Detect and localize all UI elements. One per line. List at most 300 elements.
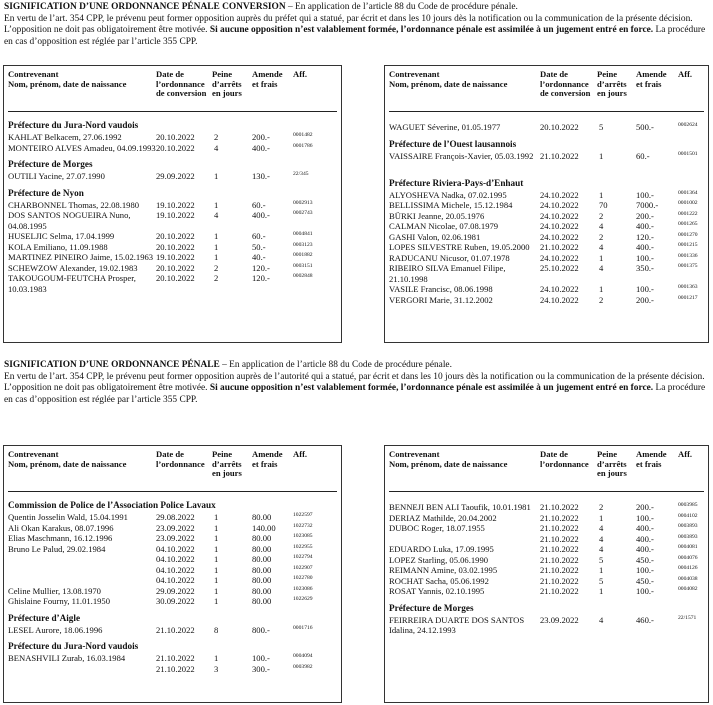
date-cell: 20.10.2022 <box>156 262 195 273</box>
fine-cell: 400.- <box>636 242 654 252</box>
aff-cell: 1023086 <box>293 585 313 592</box>
aff-cell: 22/1571 <box>678 614 697 621</box>
fine-cell: 100.- <box>636 565 654 575</box>
section2-para-a: En vertu de l’art. 354 CPP, le prévenu peut former opposition auprès de l’autorité qui a statué, par écrit et dans les 10 jours dès la notification ou la communication de la présente décision. L’opposition ne doit pas obligatoirement être motivée. <box>4 371 705 393</box>
table-row <box>4 512 341 523</box>
contrevenant-cell: TAKOUGOUM-FEUTCHA Prosper, 10.03.1983 <box>8 273 136 294</box>
date-cell: 04.10.2022 <box>156 543 195 554</box>
contrevenant-cell: DERIAZ Mathilde, 20.04.2002 <box>389 512 497 523</box>
col-header-days: Peine d’arrêts en jours <box>212 449 242 479</box>
table-row <box>4 664 341 675</box>
aff-cell: 0002848 <box>293 273 313 279</box>
date-cell: 21.10.2022 <box>540 502 579 512</box>
fine-cell: 80.00 <box>252 585 272 596</box>
fine-cell: 80.00 <box>252 533 272 543</box>
fine-cell: 60.- <box>636 150 650 161</box>
col-header-name-label: Nom, prénom, date de naissance <box>389 78 508 89</box>
group-heading: Préfecture de l’Ouest lausannois <box>389 138 517 149</box>
aff-cell: 0001786 <box>293 142 313 149</box>
contrevenant-cell: BELLISSIMA Michele, 15.12.1984 <box>389 200 513 210</box>
section1-para-a: En vertu de l’art. 354 CPP, le prévenu peut former opposition auprès du préfet qui a statué, par écrit et dans les 10 jours dès la notification ou la communication de la présente décision. L’opposition ne doit pas obligatoirement être motivée. <box>4 13 693 35</box>
header-rule <box>389 491 704 492</box>
days-cell: 1 <box>599 150 604 161</box>
days-cell: 2 <box>599 231 604 242</box>
days-cell: 5 <box>599 554 604 565</box>
aff-cell: 0004102 <box>678 512 698 519</box>
aff-cell: 0003151 <box>293 262 313 269</box>
aff-cell: 0003123 <box>293 241 313 248</box>
fine-cell: 80.00 <box>252 596 272 606</box>
table-row <box>4 625 341 636</box>
group-heading: Préfecture de Morges <box>8 159 93 169</box>
date-cell: 21.10.2022 <box>540 586 579 596</box>
table-row <box>4 596 341 607</box>
table-row <box>385 544 708 555</box>
aff-cell: 22/345 <box>293 171 309 177</box>
days-cell: 4 <box>599 263 604 273</box>
fine-cell: 200.- <box>636 502 654 512</box>
section1-title: SIGNIFICATION D’UNE ORDONNANCE PÉNALE CONVERSION <box>4 2 286 12</box>
col-header-contrevenant-label: Contrevenant <box>8 449 59 459</box>
table-row <box>385 586 708 597</box>
section2-header <box>4 360 710 406</box>
fine-cell: 80.00 <box>252 512 272 522</box>
fine-cell: 40.- <box>252 252 266 262</box>
contrevenant-cell: ALYOSHEVA Nadka, 07.02.1995 <box>389 189 507 200</box>
aff-cell: 1022629 <box>293 596 313 602</box>
date-cell: 24.10.2022 <box>540 231 579 242</box>
date-cell: 29.09.2022 <box>156 171 195 181</box>
date-cell: 20.10.2022 <box>156 132 195 142</box>
days-cell: 1 <box>214 564 219 575</box>
col-header-name-label: Nom, prénom, date de naissance <box>8 78 127 89</box>
date-cell: 24.10.2022 <box>540 284 579 294</box>
fine-cell: 100.- <box>636 252 654 263</box>
contrevenant-cell: BÜRKI Jeanne, 20.05.1976 <box>389 210 485 221</box>
fine-cell: 200.- <box>252 132 270 142</box>
date-cell: 21.10.2022 <box>540 544 579 554</box>
aff-cell: 1022955 <box>293 543 313 550</box>
days-cell: 3 <box>214 663 219 674</box>
date-cell: 21.10.2022 <box>540 554 579 565</box>
section1-title-rest: – En application de l’article 88 du Code de procédure pénale. <box>285 2 518 12</box>
col-header-days: Peine d’arrêts en jours <box>597 449 627 479</box>
header-rule <box>8 491 337 492</box>
col-header-date: Date de l’ordonnance de conversion <box>540 69 591 99</box>
col-header-contrevenant <box>8 70 126 89</box>
contrevenant-cell: VASILE Francisc, 08.06.1998 <box>389 284 493 294</box>
fine-cell: 7000.- <box>636 200 659 210</box>
fine-cell: 60.- <box>252 199 266 210</box>
fine-cell: 100.- <box>636 189 654 200</box>
table-row <box>385 190 708 201</box>
table-row <box>385 513 708 524</box>
aff-cell: 0001364 <box>678 189 698 196</box>
fine-cell: 120.- <box>252 262 270 273</box>
aff-cell: 0003893 <box>678 523 698 529</box>
table-row <box>4 544 341 555</box>
date-cell: 30.09.2022 <box>156 596 195 606</box>
date-cell: 23.09.2022 <box>156 522 195 533</box>
date-cell: 29.08.2022 <box>156 512 195 522</box>
header-rule <box>8 111 337 112</box>
days-cell: 4 <box>599 221 604 231</box>
aff-cell: 0001336 <box>678 252 698 259</box>
aff-cell: 1022732 <box>293 522 313 529</box>
table-row <box>385 576 708 587</box>
contrevenant-cell: WAGUET Séverine, 01.05.1977 <box>389 122 501 132</box>
group-heading: Préfecture du Jura-Nord vaudois <box>8 120 139 130</box>
days-cell: 4 <box>599 614 604 625</box>
date-cell: 24.10.2022 <box>540 252 579 263</box>
days-cell: 4 <box>214 210 219 220</box>
days-cell: 70 <box>599 200 608 210</box>
table-row <box>4 575 341 586</box>
fine-cell: 400.- <box>636 544 654 554</box>
table-row <box>385 263 708 284</box>
aff-cell: 0004076 <box>678 554 698 561</box>
table-row <box>385 200 708 211</box>
aff-cell: 0001363 <box>678 284 698 290</box>
date-cell: 21.10.2022 <box>156 653 195 663</box>
days-cell: 1 <box>214 653 219 663</box>
table-row <box>385 565 708 576</box>
aff-cell: 0003985 <box>678 502 698 508</box>
table-row <box>4 523 341 534</box>
aff-cell: 0001222 <box>678 210 698 217</box>
table-row <box>385 232 708 243</box>
col-header-date: Date de l’ordonnance <box>156 449 205 469</box>
days-cell: 1 <box>214 231 219 241</box>
table-row <box>4 143 341 154</box>
contrevenant-cell: DOS SANTOS NOGUEIRA Nuno, 04.08.1995 <box>8 210 131 231</box>
fine-cell: 800.- <box>252 624 270 635</box>
fine-cell: 120.- <box>636 231 654 242</box>
aff-cell: 0002743 <box>293 210 313 216</box>
fine-cell: 60.- <box>252 231 266 241</box>
days-cell: 1 <box>214 543 219 554</box>
contrevenant-cell: RADUCANU Nicusor, 01.07.1978 <box>389 252 510 263</box>
contrevenant-cell: MONTEIRO ALVES Amadeu, 04.09.1993 <box>8 142 156 153</box>
days-cell: 8 <box>214 624 219 635</box>
table-row <box>385 615 708 636</box>
col-header-contrevenant <box>8 450 126 469</box>
table-row <box>385 502 708 513</box>
days-cell: 1 <box>214 596 219 606</box>
fine-cell: 100.- <box>252 653 270 663</box>
date-cell: 23.09.2022 <box>540 614 579 625</box>
col-header-days: Peine d’arrêts en jours <box>597 69 627 99</box>
contrevenant-cell: CALMAN Nicolae, 07.08.1979 <box>389 221 499 231</box>
aff-cell: 0001215 <box>678 242 698 248</box>
table-row <box>4 273 341 294</box>
aff-cell: 0004038 <box>678 575 698 582</box>
aff-cell: 1022907 <box>293 564 313 571</box>
days-cell: 2 <box>599 294 604 305</box>
date-cell: 04.10.2022 <box>156 554 195 564</box>
date-cell: 21.10.2022 <box>540 242 579 252</box>
fine-cell: 400.- <box>252 210 270 220</box>
aff-cell: 1023085 <box>293 533 313 539</box>
contrevenant-cell: FEIRREIRA DUARTE DOS SANTOS Idalina, 24.12.1993 <box>389 614 525 635</box>
col-header-aff: Aff. <box>293 449 308 459</box>
contrevenant-cell: GASHI Valon, 02.06.1981 <box>389 231 481 242</box>
contrevenant-cell: Quentin Josselin Wald, 15.04.1991 <box>8 512 128 522</box>
contrevenant-cell: Ali Okan Karakus, 08.07.1996 <box>8 522 114 533</box>
fine-cell: 50.- <box>252 241 266 252</box>
days-cell: 5 <box>599 122 604 132</box>
days-cell: 1 <box>214 252 219 262</box>
days-cell: 5 <box>599 575 604 586</box>
col-header-name-label: Nom, prénom, date de naissance <box>8 458 127 469</box>
section1-left-table <box>3 65 342 343</box>
date-cell: 21.10.2022 <box>540 512 579 523</box>
contrevenant-cell: LOPEZ Starling, 05.06.1990 <box>389 554 489 565</box>
contrevenant-cell: Celine Mullier, 13.08.1970 <box>8 585 101 596</box>
contrevenant-cell: KOLA Emiliano, 11.09.1988 <box>8 241 108 252</box>
contrevenant-cell: VERGORI Marie, 31.12.2002 <box>389 294 493 305</box>
date-cell: 19.10.2022 <box>156 210 195 220</box>
table-row <box>4 132 341 143</box>
fine-cell: 80.00 <box>252 554 272 564</box>
section2-title-rest: – En application de l’article 88 du Code de procédure pénale. <box>219 360 452 370</box>
contrevenant-cell: MARTINEZ PINEIRO Jaime, 15.02.1963 <box>8 252 154 262</box>
aff-cell: 0004126 <box>678 565 698 571</box>
table-row <box>385 534 708 545</box>
date-cell: 20.10.2022 <box>156 142 195 153</box>
table-row <box>4 231 341 242</box>
section2-left-table <box>3 445 342 703</box>
contrevenant-cell: EDUARDO Luka, 17.09.1995 <box>389 544 494 554</box>
date-cell: 24.10.2022 <box>540 189 579 200</box>
date-cell: 19.10.2022 <box>156 252 195 262</box>
date-cell: 23.09.2022 <box>156 533 195 543</box>
date-cell: 20.10.2022 <box>156 231 195 241</box>
days-cell: 2 <box>214 273 219 283</box>
aff-cell: 0001217 <box>678 294 698 301</box>
days-cell: 1 <box>214 512 219 522</box>
days-cell: 1 <box>214 522 219 533</box>
date-cell: 21.10.2022 <box>540 523 579 533</box>
days-cell: 2 <box>599 210 604 221</box>
table-row <box>385 211 708 222</box>
aff-cell: 0001482 <box>293 132 313 138</box>
days-cell: 1 <box>214 554 219 564</box>
section2-para-b: La procédure en cas d’opposition est réglée par l’article 355 CPP. <box>4 383 706 405</box>
date-cell: 21.10.2022 <box>540 565 579 575</box>
table-row <box>4 533 341 544</box>
aff-cell: 0004841 <box>293 231 313 237</box>
days-cell: 1 <box>214 585 219 596</box>
table-row <box>385 523 708 534</box>
group-heading: Commission de Police de l’Association Police Lavaux <box>8 500 216 510</box>
days-cell: 1 <box>599 284 604 294</box>
date-cell: 21.10.2022 <box>156 663 195 674</box>
table-row <box>385 284 708 295</box>
col-header-fine: Amende et frais <box>252 69 283 89</box>
contrevenant-cell: HUSELJIC Selma, 17.04.1999 <box>8 231 115 241</box>
table-row <box>4 586 341 597</box>
days-cell: 2 <box>214 262 219 273</box>
section1-right-table <box>384 65 709 343</box>
fine-cell: 300.- <box>252 663 270 674</box>
contrevenant-cell: BENASHVILI Zurab, 16.03.1984 <box>8 653 126 663</box>
aff-cell: 1022780 <box>293 575 313 581</box>
table-row <box>4 565 341 576</box>
contrevenant-cell: LESEL Aurore, 18.06.1996 <box>8 624 103 635</box>
section2-title: SIGNIFICATION D’UNE ORDONNANCE PÉNALE <box>4 360 220 370</box>
col-header-contrevenant-label: Contrevenant <box>389 69 440 79</box>
fine-cell: 400.- <box>636 533 654 544</box>
aff-cell: 0001375 <box>678 263 698 269</box>
aff-cell: 0004081 <box>678 544 698 550</box>
aff-cell: 1022794 <box>293 554 313 560</box>
contrevenant-cell: ROCHAT Sacha, 05.06.1992 <box>389 575 489 586</box>
section2-para-bold: Si aucune opposition n’est valablement formée, l’ordonnance pénale est assimilée à un jugement entré en force. <box>209 383 654 393</box>
contrevenant-cell: ROSAT Yannis, 02.10.1995 <box>389 586 485 596</box>
days-cell: 1 <box>214 199 219 210</box>
date-cell: 24.10.2022 <box>540 294 579 305</box>
date-cell: 24.10.2022 <box>540 200 579 210</box>
aff-cell: 0004082 <box>678 586 698 592</box>
days-cell: 1 <box>214 533 219 543</box>
contrevenant-cell: KAHLAT Belkacem, 27.06.1992 <box>8 132 122 142</box>
fine-cell: 350.- <box>636 263 654 273</box>
fine-cell: 200.- <box>636 210 654 221</box>
fine-cell: 460.- <box>636 614 654 625</box>
date-cell: 21.10.2022 <box>540 150 579 161</box>
fine-cell: 400.- <box>636 221 654 231</box>
aff-cell: 0001270 <box>678 231 698 238</box>
table-row <box>385 295 708 306</box>
col-header-aff: Aff. <box>678 449 693 459</box>
contrevenant-cell: DUBOC Roger, 18.07.1955 <box>389 523 485 533</box>
table-row <box>385 242 708 253</box>
table-row <box>4 242 341 253</box>
date-cell: 21.10.2022 <box>156 624 195 635</box>
days-cell: 2 <box>599 502 604 512</box>
col-header-contrevenant-label: Contrevenant <box>8 69 59 79</box>
col-header-aff: Aff. <box>293 69 308 79</box>
fine-cell: 130.- <box>252 171 270 181</box>
date-cell: 20.10.2022 <box>156 241 195 252</box>
aff-cell: 0003893 <box>678 533 698 540</box>
fine-cell: 120.- <box>252 273 270 283</box>
days-cell: 2 <box>214 132 219 142</box>
col-header-fine: Amende et frais <box>252 449 283 469</box>
date-cell: 20.10.2022 <box>540 122 579 132</box>
col-header-date: Date de l’ordonnance de conversion <box>156 69 207 99</box>
fine-cell: 140.00 <box>252 522 276 533</box>
contrevenant-cell: Elias Maschmann, 16.12.1996 <box>8 533 113 543</box>
table-row <box>4 554 341 565</box>
date-cell: 04.10.2022 <box>156 575 195 585</box>
days-cell: 1 <box>599 189 604 200</box>
days-cell: 1 <box>599 565 604 575</box>
contrevenant-cell: CHARBONNEL Thomas, 22.08.1980 <box>8 199 140 210</box>
fine-cell: 450.- <box>636 575 654 586</box>
aff-cell: 0003982 <box>293 663 313 670</box>
days-cell: 1 <box>214 171 219 181</box>
days-cell: 4 <box>599 523 604 533</box>
col-header-name-label: Nom, prénom, date de naissance <box>389 458 508 469</box>
days-cell: 4 <box>599 242 604 252</box>
group-heading: Préfecture de Nyon <box>8 187 84 198</box>
fine-cell: 100.- <box>636 586 654 596</box>
col-header-contrevenant <box>389 70 507 89</box>
aff-cell: 0004094 <box>293 653 313 659</box>
table-row <box>4 210 341 231</box>
days-cell: 1 <box>599 512 604 523</box>
table-row <box>4 171 341 182</box>
aff-cell: 0002913 <box>293 199 313 206</box>
group-heading: Préfecture de Morges <box>389 602 474 613</box>
fine-cell: 400.- <box>252 142 270 153</box>
days-cell: 1 <box>599 252 604 263</box>
date-cell: 24.10.2022 <box>540 210 579 221</box>
fine-cell: 500.- <box>636 122 654 132</box>
fine-cell: 100.- <box>636 284 654 294</box>
section1-para-b: La procédure en cas d’opposition est réglée par l’article 355 CPP. <box>4 25 706 47</box>
table-row <box>385 151 708 172</box>
contrevenant-cell: REIMANN Amine, 03.02.1995 <box>389 565 498 575</box>
col-header-contrevenant-label: Contrevenant <box>389 449 440 459</box>
fine-cell: 200.- <box>636 294 654 305</box>
table-row <box>4 653 341 664</box>
date-cell: 24.10.2022 <box>540 221 579 231</box>
days-cell: 4 <box>599 544 604 554</box>
header-rule <box>389 111 704 112</box>
aff-cell: 0001002 <box>678 200 698 206</box>
col-header-contrevenant <box>389 450 507 469</box>
fine-cell: 400.- <box>636 523 654 533</box>
section1-header <box>4 2 710 48</box>
contrevenant-cell: SCHEWZOW Alexander, 19.02.1983 <box>8 262 138 273</box>
col-header-fine: Amende et frais <box>636 449 667 469</box>
contrevenant-cell: BENNEJI BEN ALI Taoufik, 10.01.1981 <box>389 502 531 512</box>
aff-cell: 0001716 <box>293 624 313 631</box>
date-cell: 19.10.2022 <box>156 199 195 210</box>
days-cell: 1 <box>214 575 219 585</box>
date-cell: 29.09.2022 <box>156 585 195 596</box>
table-row <box>4 263 341 274</box>
days-cell: 4 <box>599 533 604 544</box>
contrevenant-cell: Ghislaine Fourny, 11.01.1950 <box>8 596 111 606</box>
aff-cell: 0001882 <box>293 252 313 258</box>
section2-right-table <box>384 445 709 703</box>
days-cell: 1 <box>214 241 219 252</box>
fine-cell: 80.00 <box>252 564 272 575</box>
aff-cell: 0001501 <box>678 150 698 157</box>
table-row <box>385 555 708 566</box>
days-cell: 1 <box>599 586 604 596</box>
contrevenant-cell: OUTILI Yacine, 27.07.1990 <box>8 171 105 181</box>
col-header-date: Date de l’ordonnance <box>540 449 589 469</box>
aff-cell: 1022597 <box>293 512 313 518</box>
table-row <box>385 221 708 232</box>
fine-cell: 80.00 <box>252 543 272 554</box>
date-cell: 04.10.2022 <box>156 564 195 575</box>
date-cell: 21.10.2022 <box>540 575 579 586</box>
col-header-fine: Amende et frais <box>636 69 667 89</box>
date-cell: 20.10.2022 <box>156 273 195 283</box>
table-row <box>385 122 708 133</box>
fine-cell: 80.00 <box>252 575 272 585</box>
section1-para-bold: Si aucune opposition n’est valablement formée, l’ordonnance pénale est assimilée à un jugement entré en force. <box>209 25 654 35</box>
group-heading: Préfecture Riviera-Pays-d’Enhaut <box>389 177 524 188</box>
contrevenant-cell: LOPES SILVESTRE Ruben, 19.05.2000 <box>389 242 530 252</box>
aff-cell: 0002624 <box>678 122 698 128</box>
